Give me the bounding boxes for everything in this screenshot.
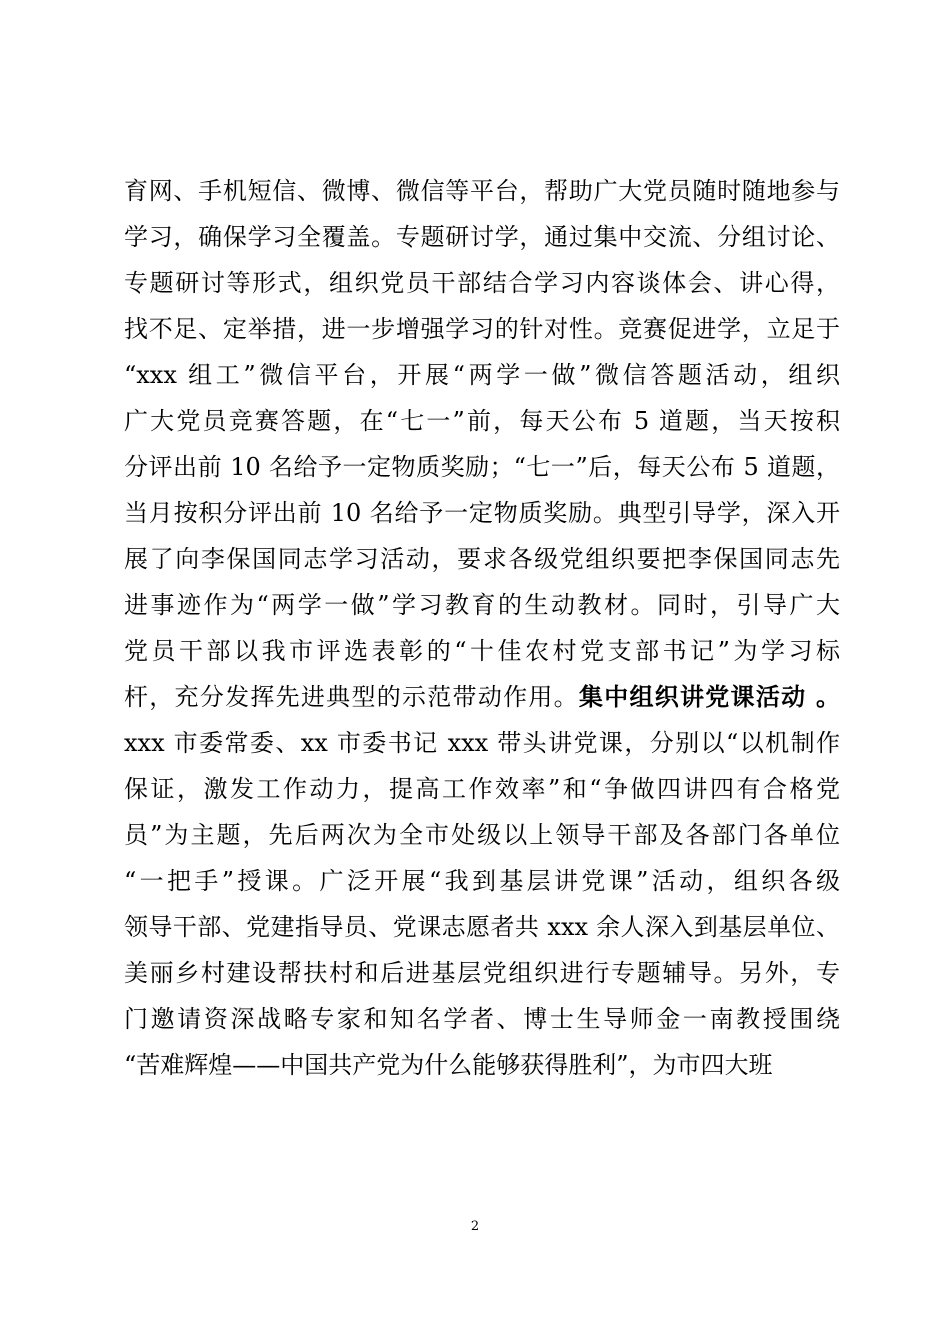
- text-line: 展了向李保国同志学习活动，要求各级党组织要把李保国同志先: [124, 545, 840, 573]
- body-paragraph: [124, 168, 840, 1088]
- text-line-with-heading: [124, 674, 840, 720]
- text-line: 当月按积分评出前 10 名给予一定物质奖励。典型引导学，深入开: [124, 499, 840, 527]
- page-number: 2: [470, 1219, 480, 1234]
- text-line: 找不足、定举措，进一步增强学习的针对性。竞赛促进学，立足于: [124, 315, 840, 343]
- text-line: 保证，激发工作动力，提高工作效率”和“争做四讲四有合格党: [124, 775, 840, 803]
- text-line: 美丽乡村建设帮扶村和后进基层党组织进行专题辅导。另外，专: [124, 959, 840, 987]
- text-line: “一把手”授课。广泛开展“我到基层讲党课”活动，组织各级: [124, 867, 840, 895]
- text-line: 门邀请资深战略专家和知名学者、博士生导师金一南教授围绕: [124, 1005, 840, 1033]
- line-text: 杆，充分发挥先进典型的示范带动作用。: [124, 683, 579, 711]
- text-line: 员”为主题，先后两次为全市处级以上领导干部及各部门各单位: [124, 821, 840, 849]
- text-line: 育网、手机短信、微博、微信等平台，帮助广大党员随时随地参与: [124, 177, 840, 205]
- text-line: 分评出前 10 名给予一定物质奖励；“七一”后，每天公布 5 道题，: [124, 453, 840, 481]
- text-line: 党员干部以我市评选表彰的“十佳农村党支部书记”为学习标: [124, 637, 840, 665]
- text-line: “xxx 组工”微信平台，开展“两学一做”微信答题活动，组织: [124, 361, 840, 389]
- text-line: 专题研讨等形式，组织党员干部结合学习内容谈体会、讲心得，: [124, 269, 840, 297]
- text-line: 学习，确保学习全覆盖。专题研讨学，通过集中交流、分组讨论、: [124, 223, 840, 251]
- text-line: xxx 市委常委、xx 市委书记 xxx 带头讲党课，分别以“以机制作: [124, 729, 840, 757]
- text-line: “苦难辉煌——中国共产党为什么能够获得胜利”，为市四大班: [124, 1051, 773, 1079]
- text-line: 广大党员竞赛答题，在“七一”前，每天公布 5 道题，当天按积: [124, 407, 840, 435]
- text-line: 领导干部、党建指导员、党课志愿者共 xxx 余人深入到基层单位、: [124, 913, 840, 941]
- text-line: 进事迹作为“两学一做”学习教育的生动教材。同时，引导广大: [124, 591, 840, 619]
- section-heading-inline: 集中组织讲党课活动 。: [578, 682, 840, 711]
